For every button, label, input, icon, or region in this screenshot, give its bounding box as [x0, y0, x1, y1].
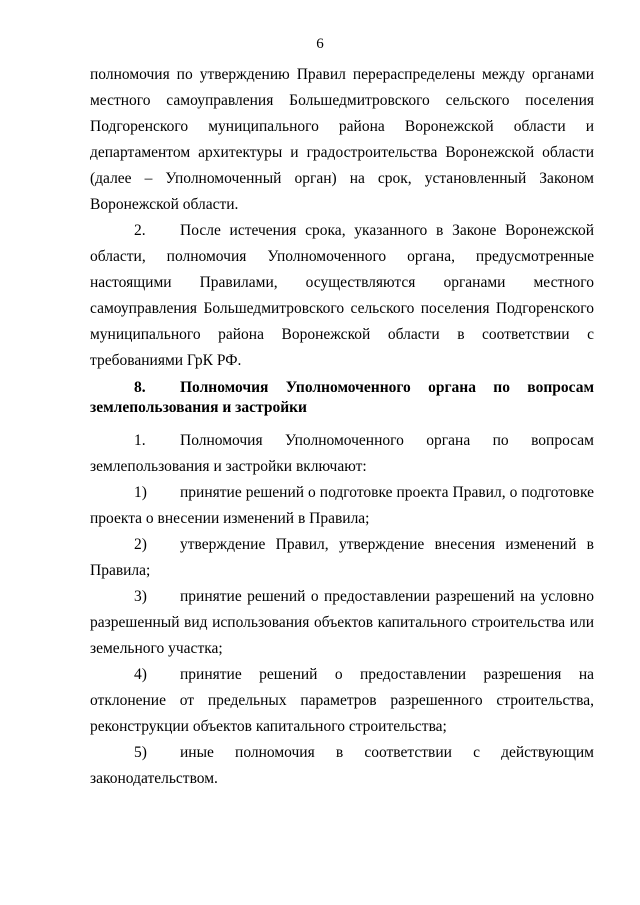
list-item-number: 5)	[134, 744, 147, 761]
list-item-4	[90, 662, 594, 740]
list-item-text: принятие решений о предоставлении разрешения на отклонение от предельных параметров разрешенного строительства, реконструкции объектов капитального строительства;	[90, 666, 594, 735]
list-item-3	[90, 584, 594, 662]
paragraph-1	[90, 428, 594, 480]
list-item-text: иные полномочия в соответствии с действующим законодательством.	[90, 744, 594, 787]
list-item-number: 1)	[134, 484, 147, 501]
paragraph-2	[90, 218, 594, 374]
list-item-number: 4)	[134, 666, 147, 683]
paragraph-continuation: полномочия по утверждению Правил перераспределены между органами местного самоуправления Большедмитровского сельского поселения Подгоренского муниципального района Воронежской области и департаментом архитектуры и градостроительства Воронежской области (далее – Уполномоченный орган) на срок, установленный Законом Воронежской области.	[90, 66, 594, 213]
list-item-1	[90, 480, 594, 532]
spacer	[90, 418, 594, 428]
list-item-text: принятие решений о предоставлении разрешений на условно разрешенный вид использования объектов капитального строительства или земельного участка;	[90, 588, 594, 657]
document-body	[90, 62, 594, 792]
section-heading-8	[90, 378, 594, 418]
list-item-5	[90, 740, 594, 792]
paragraph-text: Полномочия Уполномоченного органа по вопросам землепользования и застройки включают:	[90, 432, 594, 475]
list-item-text: утверждение Правил, утверждение внесения изменений в Правила;	[90, 536, 594, 579]
paragraph-number: 2.	[134, 222, 146, 239]
list-item-number: 2)	[134, 536, 147, 553]
list-item-number: 3)	[134, 588, 147, 605]
section-title: Полномочия Уполномоченного органа по вопросам землепользования и застройки	[90, 379, 594, 416]
list-item-2	[90, 532, 594, 584]
paragraph-text: После истечения срока, указанного в Законе Воронежской области, полномочия Уполномоченного органа, предусмотренные настоящими Правилами, осуществляются органами местного самоуправления Большедмитровского сельского поселения Подгоренского муниципального района Воронежской области в соответствии с требованиями ГрК РФ.	[90, 222, 594, 369]
page-number: 6	[316, 36, 324, 52]
section-number: 8.	[134, 379, 146, 396]
list-item-text: принятие решений о подготовке проекта Правил, о подготовке проекта о внесении изменений в Правила;	[90, 484, 594, 527]
paragraph-number: 1.	[134, 432, 146, 449]
